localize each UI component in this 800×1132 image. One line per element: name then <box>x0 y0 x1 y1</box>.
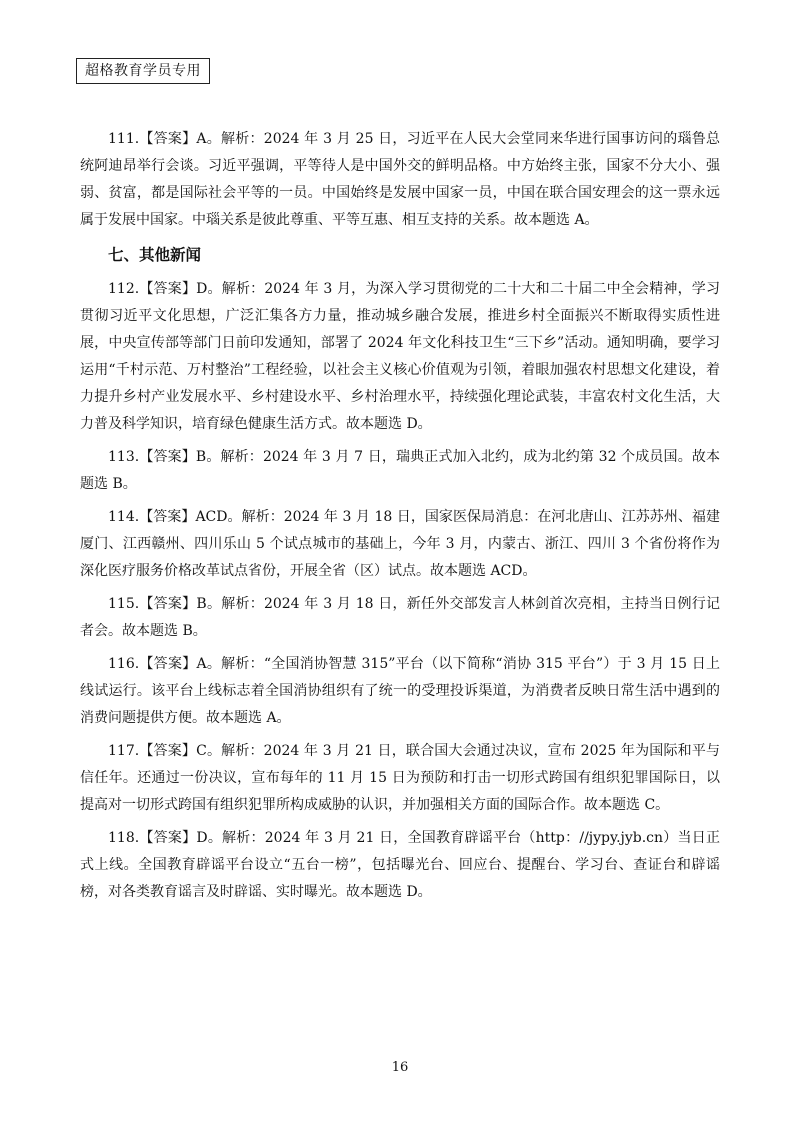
header-stamp: 超格教育学员专用 <box>76 58 210 84</box>
answer-text: 【答案】D。解析：2024 年 3 月 21 日，全国教育辟谣平台（http：//jypy.jyb.cn）当日正式上线。全国教育辟谣平台设立“五台一榜”，包括曝光台、回应台、提醒台、学习台、查证台和辟谣榜，对各类教育谣言及时辟谣、实时曝光。故本题选 D。 <box>80 830 720 900</box>
answer-111 <box>80 126 720 234</box>
answer-117 <box>80 738 720 819</box>
page-number: 16 <box>391 1060 409 1075</box>
answer-114 <box>80 504 720 585</box>
document-body <box>80 126 720 912</box>
answer-number: 118. <box>108 830 140 846</box>
answer-118 <box>80 825 720 906</box>
answer-number: 117. <box>108 743 140 759</box>
answer-116 <box>80 651 720 732</box>
answer-number: 113. <box>108 449 140 465</box>
section-title: 七、其他新闻 <box>108 246 202 264</box>
answer-text: 【答案】B。解析：2024 年 3 月 7 日，瑞典正式加入北约，成为北约第 32 个成员国。故本题选 B。 <box>80 449 720 492</box>
answer-number: 115. <box>108 596 140 612</box>
answer-115 <box>80 591 720 645</box>
answer-113 <box>80 444 720 498</box>
answer-text: 【答案】A。解析：“全国消协智慧 315”平台（以下简称“消协 315 平台”）于 3 月 15 日上线试运行。该平台上线标志着全国消协组织有了统一的受理投诉渠道，为消费者反映日常生活中遇到的消费问题提供方便。故本题选 A。 <box>80 656 720 726</box>
answer-112 <box>80 276 720 438</box>
answer-text: 【答案】D。解析：2024 年 3 月，为深入学习贯彻党的二十大和二十届二中全会精神，学习贯彻习近平文化思想，广泛汇集各方力量，推动城乡融合发展，推进乡村全面振兴不断取得实质性进展，中央宣传部等部门日前印发通知，部署了 2024 年文化科技卫生“三下乡”活动。通知明确，要学习运用“千村示范、万村整治”工程经验，以社会主义核心价值观为引领，着眼加强农村思想文化建设，着力提升乡村产业发展水平、乡村建设水平、乡村治理水平，持续强化理论武装，丰富农村文化生活，大力普及科学知识，培育绿色健康生活方式。故本题选 D。 <box>80 281 720 432</box>
answer-number: 112. <box>108 281 140 297</box>
answer-number: 116. <box>108 656 140 672</box>
answer-text: 【答案】B。解析：2024 年 3 月 18 日，新任外交部发言人林剑首次亮相，主持当日例行记者会。故本题选 B。 <box>80 596 720 639</box>
answer-text: 【答案】C。解析：2024 年 3 月 21 日，联合国大会通过决议，宣布 2025 年为国际和平与信任年。还通过一份决议，宣布每年的 11 月 15 日为预防和打击一切形式跨国有组织犯罪国际日，以提高对一切形式跨国有组织犯罪所构成威胁的认识，并加强相关方面的国际合作。故本题选 C。 <box>80 743 720 813</box>
answer-number: 111. <box>108 131 140 147</box>
answer-text: 【答案】A。解析：2024 年 3 月 25 日，习近平在人民大会堂同来华进行国事访问的瑙鲁总统阿迪昂举行会谈。习近平强调，平等待人是中国外交的鲜明品格。中方始终主张，国家不分大小、强弱、贫富，都是国际社会平等的一员。中国始终是发展中国家一员，中国在联合国安理会的这一票永远属于发展中国家。中瑙关系是彼此尊重、平等互惠、相互支持的关系。故本题选 A。 <box>80 131 720 228</box>
answer-text: 【答案】ACD。解析：2024 年 3 月 18 日，国家医保局消息：在河北唐山、江苏苏州、福建厦门、江西赣州、四川乐山 5 个试点城市的基础上，今年 3 月，内蒙古、浙江、四川 3 个省份将作为深化医疗服务价格改革试点省份，开展全省（区）试点。故本题选 ACD。 <box>80 509 720 579</box>
answer-number: 114. <box>108 509 140 525</box>
